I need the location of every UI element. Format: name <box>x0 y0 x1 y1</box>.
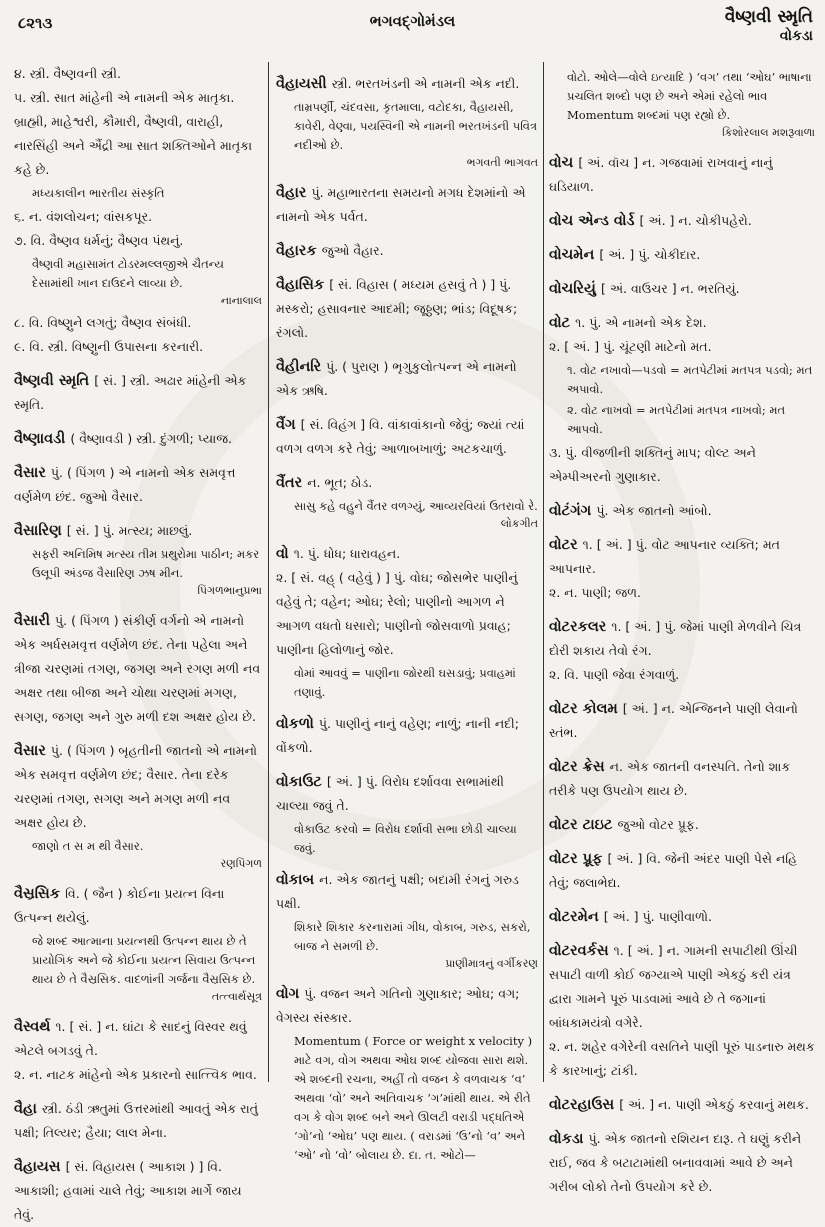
dictionary-entry <box>276 273 538 345</box>
dictionary-entry <box>549 905 815 929</box>
headword: વોગ <box>276 986 305 1002</box>
quote-text: સાસુ કહે વહુને વૈંતર વળગ્યું, આવ્યરવિયાં ઉતરાવો રે. <box>294 499 538 513</box>
sense-line <box>549 1035 815 1083</box>
dictionary-entry <box>276 355 538 403</box>
definition-text: [ અં. ] ન. ચોકીપહેરો. <box>639 213 752 228</box>
dictionary-entry <box>549 615 815 663</box>
dictionary-entry <box>14 461 262 509</box>
sense-line <box>549 441 815 489</box>
quote-text: જે શબ્દ આત્માના પ્રયત્નથી ઉત્પન્ન થાય છે તે પ્રાયોગિક અને જે કોઈના પ્રયત્ન સિવાય ઉત્પન્ન થાય છે તે વૈસ્રસિક. વાદળાંની ગર્જના વૈસ્રસિક છે. <box>32 934 256 986</box>
headword: વોટરહાઉસ <box>549 1097 620 1113</box>
headword: વૈસાર <box>14 465 51 481</box>
definition-text: ૭. વિ. વૈષ્ણવ ધર્મનું; વૈષ્ણવ પંથનું. <box>14 233 184 248</box>
definition-text: ૮. વિ. વિષ્ણુને લગતું; વૈષ્ણવ સંબંધી. <box>14 315 192 330</box>
headword: વોટરકલર <box>549 619 612 635</box>
headword: વોકડા <box>549 1131 589 1147</box>
definition-text: ન. એક જાતની વનસ્પતિ. તેનો શાક તરીકે પણ ઉપયોગ થાય છે. <box>549 759 791 798</box>
definition-text: ૨. [ સં. વહ્ ( વહેવું ) ] પું. વોઘ; જોસભેર પાણીનું વહેવું તે; વહેન; ઓઘ; રેલો; પાણીનો આગળ ને આગળ વધતો ધસારો; પાણીનો જોસવાળો પ્રવાહ; પાણીના હિલોળાનું જોર. <box>276 570 518 657</box>
definition-text: પું. પાણીનું નાનું વહેણ; નાળું; નાની નદી; વોંકળો. <box>276 716 519 755</box>
dictionary-column-2 <box>276 62 538 1162</box>
headword: વૈષ્ણાવડી <box>14 431 71 447</box>
dictionary-entry <box>276 542 538 566</box>
definition-text: પું. એક જાતનો રશિયન દારૂ. તે ઘણું કરીને રાઈ, જવ કે બટાટામાંથી બનાવવામાં આવે છે અને ગરીબ લોકો તેનો ઉપયોગ કરે છે. <box>549 1131 802 1194</box>
quote-text: વોટો. ઓલે—વોલે ઇત્યાદિ ) ‘વગ’ તથા ‘ઓઘ’ ભાષાના પ્રચલિત શબ્દો પણ છે અને એમાં રહેલો ભાવ Momentum શબ્દમાં પણ રહ્યો છે. <box>567 70 812 122</box>
book-title: ભગવદ્ગોમંડલ <box>369 12 456 30</box>
quote-text: મધ્યકાલીન ભારતીય સંસ્કૃતિ <box>32 186 165 200</box>
dictionary-entry <box>549 847 815 895</box>
definition-text: સ્ત્રી. ઠંડી ઋતુમાં ઉત્તરમાંથી આવતું એક રાતું પક્ષી; તિલ્યર; હૈયા; લાલ મેના. <box>14 1101 258 1140</box>
headword: વોચમેન <box>549 247 600 263</box>
dictionary-entry <box>549 697 815 745</box>
definition-text: ૨. ન. પાણી; જળ. <box>549 585 641 600</box>
headword: વૈષ્ણવી સ્મૃતિ <box>14 373 95 389</box>
dictionary-entry <box>549 499 815 523</box>
column-rule <box>268 62 269 1082</box>
dictionary-entry <box>14 1097 262 1145</box>
definition-text: પું. ( પિંગળ ) સંકીર્ણ વર્ગનો એ નામનો એક અર્ધસમવૃત્ત વર્ણમેળ છંદ. તેના પહેલા અને ત્રીજા ચરણમાં તગણ, જગણ અને રગણ મળી નવ અક્ષર તથા બીજા અને ચોથા ચરણમાં મગણ, સગણ, જગણ અને ગુરુ મળી દશ અક્ષર હોય છે. <box>14 613 261 724</box>
headword: વોટર પ્રૂફ <box>549 851 608 867</box>
example-quote <box>276 664 538 702</box>
headword: વોટર ક્રેસ <box>549 759 610 775</box>
definition-text: [ અં. ] પું. પાણીવાળો. <box>603 909 712 924</box>
quote-source: લોકગીત <box>500 517 538 530</box>
dictionary-entry <box>549 151 815 199</box>
headword: વૈહાસિક <box>276 277 330 293</box>
definition-text: પું. મહાભારતના સમયનો મગધ દેશમાંનો એ નામનો એક પર્વત. <box>276 185 526 224</box>
definition-text: પું. ( પુરાણ ) ભૃગુકુલોત્પન્ન એ નામનો એક ઋષિ. <box>276 359 517 398</box>
headword: વૈસારી <box>14 613 56 629</box>
headword: વોટર કોલમ <box>549 701 623 717</box>
dictionary-entry <box>14 1155 262 1227</box>
headword: વૈસારિણ <box>14 523 67 539</box>
quote-text: ૨. વોટ નાખવો = મતપેટીમાં મતપત્ર નાખવો; મત આપવો. <box>567 403 786 436</box>
headword: વોચ <box>549 155 579 171</box>
dictionary-entry <box>276 413 538 461</box>
definition-text: વિ. ( જૈન ) કોઈના પ્રયત્ન વિના ઉત્પન્ન થયેલું. <box>14 886 225 925</box>
definition-text: ૨. [ અં. ] પું. ચૂંટણી માટેનો મત. <box>549 339 712 354</box>
definition-text: પું. ( પિંગળ ) એ નામનો એક સમવૃત્ત વર્ણમેળ છંદ. જુઓ વૈસાર. <box>14 465 236 504</box>
page-header <box>0 0 825 44</box>
example-quote <box>276 820 538 858</box>
running-headword: વૈષ્ણવી સ્મૃતિ <box>724 7 813 27</box>
definition-text: પું. વજન અને ગતિનો ગુણાકાર; ઓઘ; વગ; વેગસ્ય સંસ્કાર. <box>276 986 520 1025</box>
dictionary-entry <box>549 277 815 301</box>
definition-text: પું. ( પિંગળ ) બૃહતીની જાતનો એ નામનો એક સમવૃત્ત વર્ણમેળ છંદ; વૈસાર. તેના દરેક ચરણમાં તગણ, સગણ અને મગણ મળી નવ અક્ષર હોય છે. <box>14 743 258 830</box>
quote-source: કિશોરલાલ મશરૂવાળા <box>722 126 815 139</box>
running-head <box>725 8 813 46</box>
definition-text: [ અં. ] પું. વિરોધ દર્શાવવા સભામાંથી ચાલ્યા જવું તે. <box>276 774 505 813</box>
sense-line <box>14 335 262 359</box>
headword: વોચ એન્ડ વોર્ડ <box>549 213 640 229</box>
dictionary-entry <box>276 712 538 760</box>
quote-text: જાણો ત સ મ થી વૈસાર. <box>32 839 144 853</box>
definition-text: [ અં. ] ન. પાણી એકઠું કરવાનું મથક. <box>619 1097 809 1112</box>
definition-text: ૨. ન. નાટક માંહેનો એક પ્રકારનો સાત્ત્વિક ભાવ. <box>14 1067 257 1082</box>
definition-text: જુઓ વૈહાર. <box>321 243 384 258</box>
headword: વોટ <box>549 315 576 331</box>
definition-text: ૧. [ અં. ] પું. વોટ આપનાર વ્યક્તિ; મત આપનાર. <box>549 537 780 576</box>
headword: વૈહારક <box>276 243 322 259</box>
definition-text: [ અં. વૉચ ] ન. ગજવામાં રાખવાનું નાનું ઘડિયાળ. <box>549 155 773 194</box>
headword: વૈંગ <box>276 417 301 433</box>
dictionary-entry <box>549 243 815 267</box>
definition-text: ૧. [ અં. ] પું. જેમાં પાણી મેળવીને ચિત્ર દોરી શકાય તેવો રંગ. <box>549 619 802 658</box>
page-number: ૮૨૧૩ <box>18 14 53 32</box>
definition-text: સ્ત્રી. ભરતખંડની એ નામની એક નદી. <box>331 76 520 91</box>
example-quote <box>14 932 262 1005</box>
definition-text: ૪. સ્ત્રી. વૈષ્ણવની સ્ત્રી. <box>14 66 121 81</box>
dictionary-entry <box>549 533 815 581</box>
sense-line <box>549 663 815 687</box>
example-quote <box>14 545 262 599</box>
headword: વોટરવર્કસ <box>549 943 614 959</box>
dictionary-entry <box>549 813 815 837</box>
definition-text: [ સં. વિહાયસ ( આકાશ ) ] વિ. આકાશી; હવામાં ચાલે તેવું; આકાશ માર્ગે જાય તેવું. <box>14 1159 242 1222</box>
headword: વૈસાર <box>14 743 51 759</box>
dictionary-entry <box>276 239 538 263</box>
quote-text: સફરી અનિમિષ મત્સ્ય તીમ પ્રથુરોમા પાઠીન; મકર ઉલૂપી અંડજ વૈસારિણ ઝષ મીન. <box>32 547 260 580</box>
headword: વોટર <box>549 537 583 553</box>
column-rule <box>543 62 544 1082</box>
dictionary-entry <box>549 311 815 335</box>
definition-text: [ સં. વિહાસ ( મધ્યમ હસવું તે ) ] પું. મસ્કરો; હસાવનાર આદમી; જૂઠ્ઠણ; ભાંડ; વિદૂષક; રંગલો. <box>276 277 518 340</box>
definition-text: ન. ભૂત; ઠોડ. <box>307 475 373 490</box>
definition-text: ૨. વિ. પાણી જેવા રંગવાળું. <box>549 667 680 682</box>
example-quote <box>14 255 262 309</box>
dictionary-entry <box>276 982 538 1030</box>
sense-line <box>14 229 262 253</box>
sense-line <box>14 1063 262 1087</box>
dictionary-column-3 <box>549 66 815 1194</box>
dictionary-entry <box>276 471 538 495</box>
dictionary-entry <box>549 755 815 803</box>
headword: વોકાબ <box>276 872 320 888</box>
headword: વૈહા <box>14 1101 42 1117</box>
dictionary-entry <box>14 519 262 543</box>
example-quote <box>276 1032 538 1165</box>
headword: વૈહાર <box>276 185 312 201</box>
dictionary-entry <box>14 609 262 729</box>
headword: વોટંગંગ <box>549 503 597 519</box>
dictionary-entry <box>549 1127 815 1199</box>
sense-line <box>14 311 262 335</box>
example-quote <box>549 68 815 141</box>
example-quote <box>14 837 262 872</box>
quote-text: ૧. વોટ નખાવો—પડવો = મતપેટીમાં મતપત્ર પડવો; મત અપાવો. <box>567 363 813 396</box>
headword: વોકળો <box>276 716 319 732</box>
definition-text: [ અં. ] વિ. જેની અંદર પાણી પેસે નહિ તેવું; જલાભેદ્ય. <box>549 851 798 890</box>
headword: વૈસ્વર્થ <box>14 1019 56 1035</box>
definition-text: ૧. [ સં. ] ન. ઘાંટા કે સાદનું વિસ્વર થવું એટલે બગડવું તે. <box>14 1019 247 1058</box>
example-quote <box>276 98 538 171</box>
dictionary-entry <box>276 181 538 229</box>
headword: વોચરિયું <box>549 281 601 297</box>
sense-line <box>14 86 262 182</box>
quote-text: તામ્રપર્ણી, ચંદવસા, કૃતમાલા, વટોદકા, વૈહાયસી, કાવેરી, વેણ્વા, પયસ્વિની એ નામની ભરતખંડની પવિત્ર નદીઓ છે. <box>294 100 538 152</box>
quote-source: નાનાલાલ <box>220 294 262 307</box>
sense-line <box>549 335 815 359</box>
dictionary-entry <box>549 1093 815 1117</box>
quote-text: Momentum ( Force or weight x velocity ) માટે વગ, વોગ અથવા ઓઘ શબ્દ યોજવા સારા થશે. એ શબ્દની રચના, અહીં તો વજન કે વળવાચક ‘વ’ અથવા ‘વો’ અને અતિવાચક ‘ગ’માંથી થાય. એ રીતે વગ કે વોગ શબ્દ બને અને ઊલટી વરાડી પદ્ધતિએ ‘ગો’નો ‘ઓઘ’ પણ થાય. ( વરાડમાં ‘ઉ’નો ‘વ’ અને ‘ઓ’ નો ‘વો’ બોલાય છે. દા. ત. ઓટો— <box>294 1034 533 1162</box>
headword: વોકાઉટ <box>276 774 327 790</box>
definition-text: [ અં. વાઉચર ] ન. ભરતિયું. <box>600 281 740 296</box>
definition-text: ૯. વિ. સ્ત્રી. વિષ્ણુની ઉપાસના કરનારી. <box>14 339 204 354</box>
example-quote <box>14 184 262 203</box>
quote-text: વોકાઉટ કરવો = વિરોધ દર્શાવી સભા છોડી ચાલ્યા જવું. <box>294 822 517 855</box>
sense-line <box>14 62 262 86</box>
definition-text: ૫. સ્ત્રી. સાત માંહેની એ નામની એક માતૃકા. બ્રાહ્મી, માહેશ્વરી, કૌમારી, વૈષ્ણવી, વારાહી, નારસિંહી અને ઐંદ્રી આ સાત શક્તિઓને માતૃકા કહે છે. <box>14 90 253 177</box>
definition-text: [ સં. ] પું. મત્સ્ય; માછલું. <box>66 523 193 538</box>
quote-source: પિંગળભાનુપ્રભા <box>197 584 262 597</box>
definition-text: ૩. પું. વીજળીની શક્તિનું માપ; વોલ્ટ અને એમ્પીઅરનો ગુણાકાર. <box>549 445 756 484</box>
dictionary-entry <box>14 369 262 417</box>
quote-source: ભગવતી ભાગવત <box>466 156 538 169</box>
definition-text: ૨. ન. શહેર વગેરેની વસતિને પાણી પૂરું પાડનારુ મથક કે કારખાનું; ટાંકી. <box>549 1039 815 1078</box>
dictionary-entry <box>549 939 815 1035</box>
headword: વૈહાયસી <box>276 76 332 92</box>
quote-text: વોમાં આવવું = પાણીના જોરથી ઘસડાવું; પ્રવાહમાં તણાવું. <box>294 666 516 699</box>
dictionary-entry <box>14 882 262 930</box>
definition-text: પું. એક જાતનો આંબો. <box>596 503 712 518</box>
definition-text: [ અં. ] ન. એન્જિનને પાણી લેવાનો સ્તંભ. <box>549 701 798 740</box>
definition-text: [ અં. ] પું. ચોકીદાર. <box>599 247 701 262</box>
quote-source: રણપિંગળ <box>220 857 262 870</box>
sense-line <box>14 205 262 229</box>
headword: વો <box>276 546 294 562</box>
definition-text: ૧. [ અં. ] ન. ગામની સપાટીથી ઊંચી સપાટી વાળી કોઈ જગ્યાએ પાણી એકઠું કરી યંત્ર દ્વારા ગામને પૂરું પાડવામાં આવે છે તે જગાનાં બાંધકામયંત્રો વગેરે. <box>549 943 798 1030</box>
sense-line <box>549 581 815 605</box>
definition-text: [ સં. વિહંગ ] વિ. વાંકાવાંકાનો જેવું; જ્યાં ત્યાં વળગ વળગ કરે તેવું; આળાબખાળું; અટકચાળું. <box>276 417 525 456</box>
dictionary-entry <box>276 868 538 916</box>
quote-text: વૈષ્ણવી મહાસામંત ટોડરમલ્લજીએ ચૈતન્ય દેસામાંથી ખાન દાઉદને લાવ્યા છે. <box>32 257 224 290</box>
definition-text: ૬. ન. વંશલોચન; વાંસકપૂર. <box>14 209 153 224</box>
dictionary-entry <box>14 427 262 451</box>
headword: વોટરમેન <box>549 909 604 925</box>
definition-text: ૧. પું. ધોધ; ધારાવહન. <box>293 546 401 561</box>
headword: વૈસ્રસિક <box>14 886 66 902</box>
definition-text: [ સં. ] સ્ત્રી. અઢાર માંહેની એક સ્મૃતિ. <box>14 373 247 412</box>
definition-text: ન. એક જાતનું પક્ષી; બદામી રંગનું ગરુડ પક્ષી. <box>276 872 519 911</box>
sense-line <box>276 566 538 662</box>
definition-text: ૧. પું. એ નામનો એક દેશ. <box>575 315 707 330</box>
dictionary-column-1 <box>14 62 262 1222</box>
dictionary-entry <box>549 209 815 233</box>
headword: વૈંતર <box>276 475 308 491</box>
dictionary-entry <box>276 72 538 96</box>
example-quote <box>276 918 538 972</box>
definition-text: ( વૈષ્ણાવડી ) સ્ત્રી. દુંગળી; પ્યાજ. <box>70 431 233 446</box>
quote-source: તત્ત્વાર્થસૂત્ર <box>211 990 262 1003</box>
example-quote <box>549 401 815 439</box>
dictionary-entry <box>14 1015 262 1063</box>
headword: વોટર ટાઇટ <box>549 817 618 833</box>
quote-source: પ્રાણીમાત્રનું વર્ગીકરણ <box>445 957 538 970</box>
headword: વૈહાયસ <box>14 1159 66 1175</box>
example-quote <box>549 361 815 399</box>
quote-text: શિકારે શિકાર કરનારામાં ગીધ, વોકાબ, ગરુડ, સકરો, બાજ ને સમળી છે. <box>294 920 531 953</box>
example-quote <box>276 497 538 532</box>
definition-text: જુઓ વોટર પ્રૂફ. <box>617 817 699 832</box>
dictionary-entry <box>276 770 538 818</box>
running-subword: વોકડા <box>779 28 813 44</box>
headword: વૈહીનરિ <box>276 359 327 375</box>
dictionary-entry <box>14 739 262 835</box>
